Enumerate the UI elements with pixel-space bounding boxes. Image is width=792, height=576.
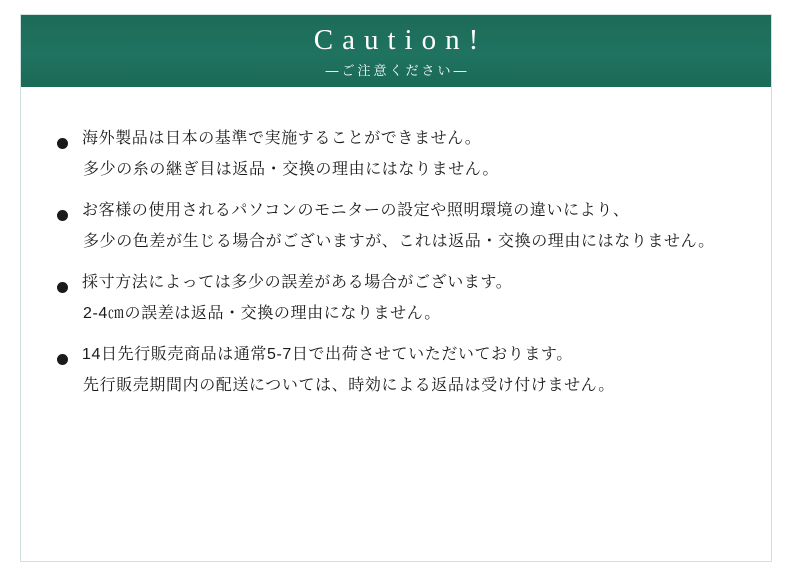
notice-text bbox=[82, 275, 729, 322]
notice-text bbox=[82, 203, 729, 250]
notice-list bbox=[21, 87, 771, 563]
list-item bbox=[57, 275, 729, 322]
notice-line: 海外製品は日本の基準で実施することができません。 bbox=[82, 130, 482, 147]
list-item bbox=[57, 131, 729, 178]
notice-line: 先行販売期間内の配送については、時効による返品は受け付けません。 bbox=[83, 377, 615, 394]
notice-line: 採寸方法によっては多少の誤差がある場合がございます。 bbox=[82, 274, 513, 291]
bullet-icon bbox=[57, 210, 68, 221]
notice-line: 14日先行販売商品は通常5-7日で出荷させていただいております。 bbox=[82, 346, 573, 363]
bullet-icon bbox=[57, 354, 68, 365]
page-subtitle: —ご注意ください— bbox=[325, 62, 470, 78]
list-item bbox=[57, 347, 729, 394]
list-item bbox=[57, 203, 729, 250]
caution-header bbox=[21, 15, 771, 87]
page-title: Caution! bbox=[313, 23, 488, 56]
notice-text bbox=[82, 131, 729, 178]
bullet-icon bbox=[57, 138, 68, 149]
notice-line: 多少の糸の継ぎ目は返品・交換の理由にはなりません。 bbox=[83, 161, 499, 178]
notice-line: お客様の使用されるパソコンのモニターの設定や照明環境の違いにより、 bbox=[82, 202, 630, 219]
bullet-icon bbox=[57, 282, 68, 293]
notice-text bbox=[82, 347, 729, 394]
caution-card bbox=[20, 14, 772, 562]
notice-line: 多少の色差が生じる場合がございますが、これは返品・交換の理由にはなりません。 bbox=[83, 233, 715, 250]
notice-line: 2-4㎝の誤差は返品・交換の理由になりません。 bbox=[83, 305, 441, 322]
